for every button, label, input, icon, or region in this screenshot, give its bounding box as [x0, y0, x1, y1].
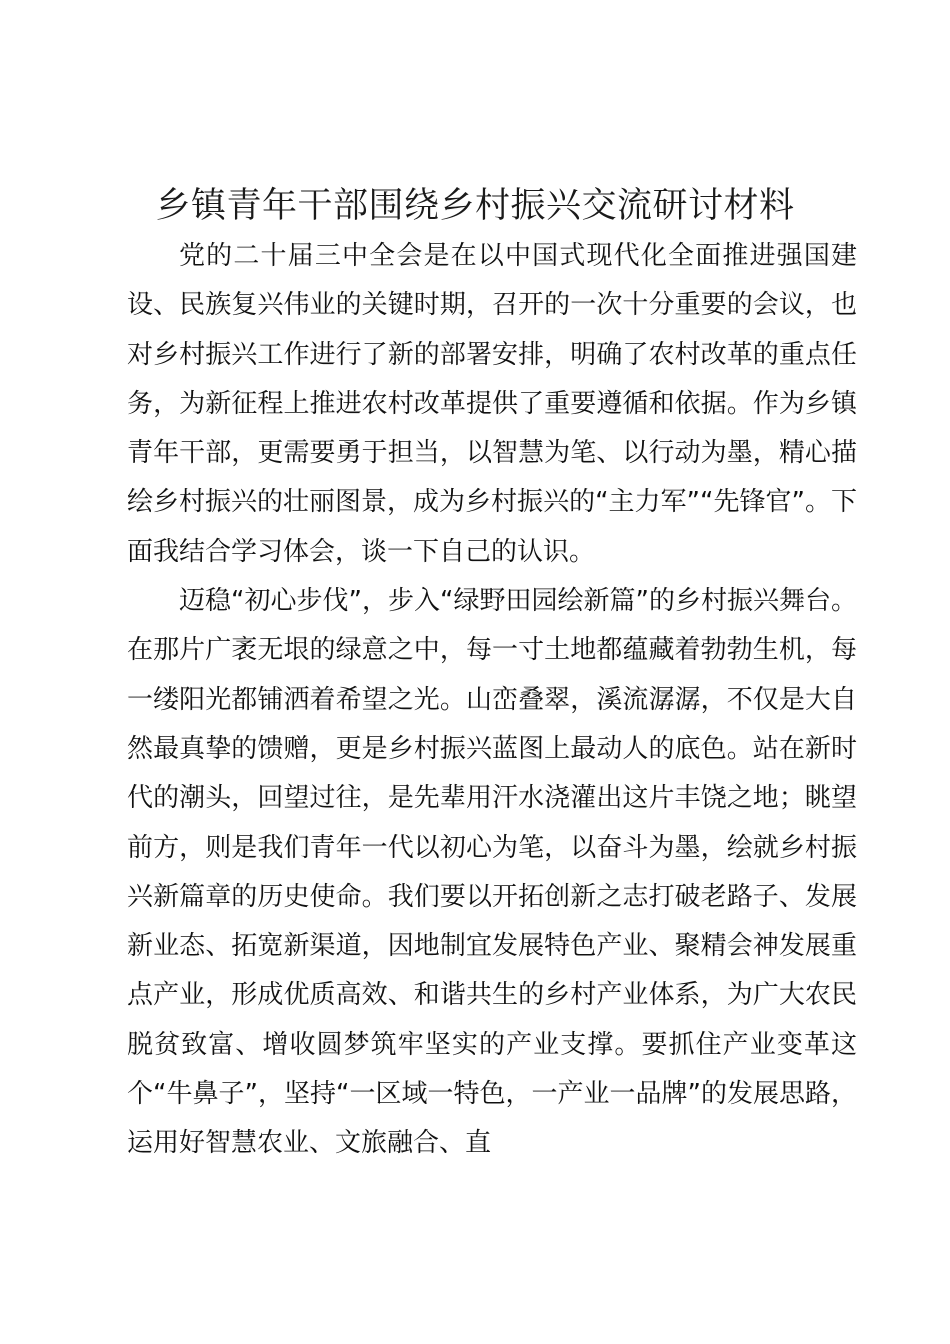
- document-title: 乡镇青年干部围绕乡村振兴交流研讨材料: [155, 186, 795, 226]
- document-body: [127, 232, 857, 1169]
- paragraph-initial-heart: 迈稳“初心步伐”，步入“绿野田园绘新篇”的乡村振兴舞台。在那片广袤无垠的绿意之中，每一寸土地都蕴藏着勃勃生机，每一缕阳光都铺洒着希望之光。山峦叠翠，溪流潺潺，不仅是大自然最真挚的馈赠，更是乡村振兴蓝图上最动人的底色。站在新时代的潮头，回望过往，是先辈用汗水浇灌出这片丰饶之地；眺望前方，则是我们青年一代以初心为笔，以奋斗为墨，绘就乡村振兴新篇章的历史使命。我们要以开拓创新之志打破老路子、发展新业态、拓宽新渠道，因地制宜发展特色产业、聚精会神发展重点产业，形成优质高效、和谐共生的乡村产业体系，为广大农民脱贫致富、增收圆梦筑牢坚实的产业支撑。要抓住产业变革这个“牛鼻子”，坚持“一区域一特色，一产业一品牌”的发展思路，运用好智慧农业、文旅融合、直: [127, 586, 857, 1159]
- paragraph-intro: 党的二十届三中全会是在以中国式现代化全面推进强国建设、民族复兴伟业的关键时期，召开的一次十分重要的会议，也对乡村振兴工作进行了新的部署安排，明确了农村改革的重点任务，为新征程上推进农村改革提供了重要遵循和依据。作为乡镇青年干部，更需要勇于担当，以智慧为笔、以行动为墨，精心描绘乡村振兴的壮丽图景，成为乡村振兴的“主力军”“先锋官”。下面我结合学习体会，谈一下自己的认识。: [127, 241, 857, 567]
